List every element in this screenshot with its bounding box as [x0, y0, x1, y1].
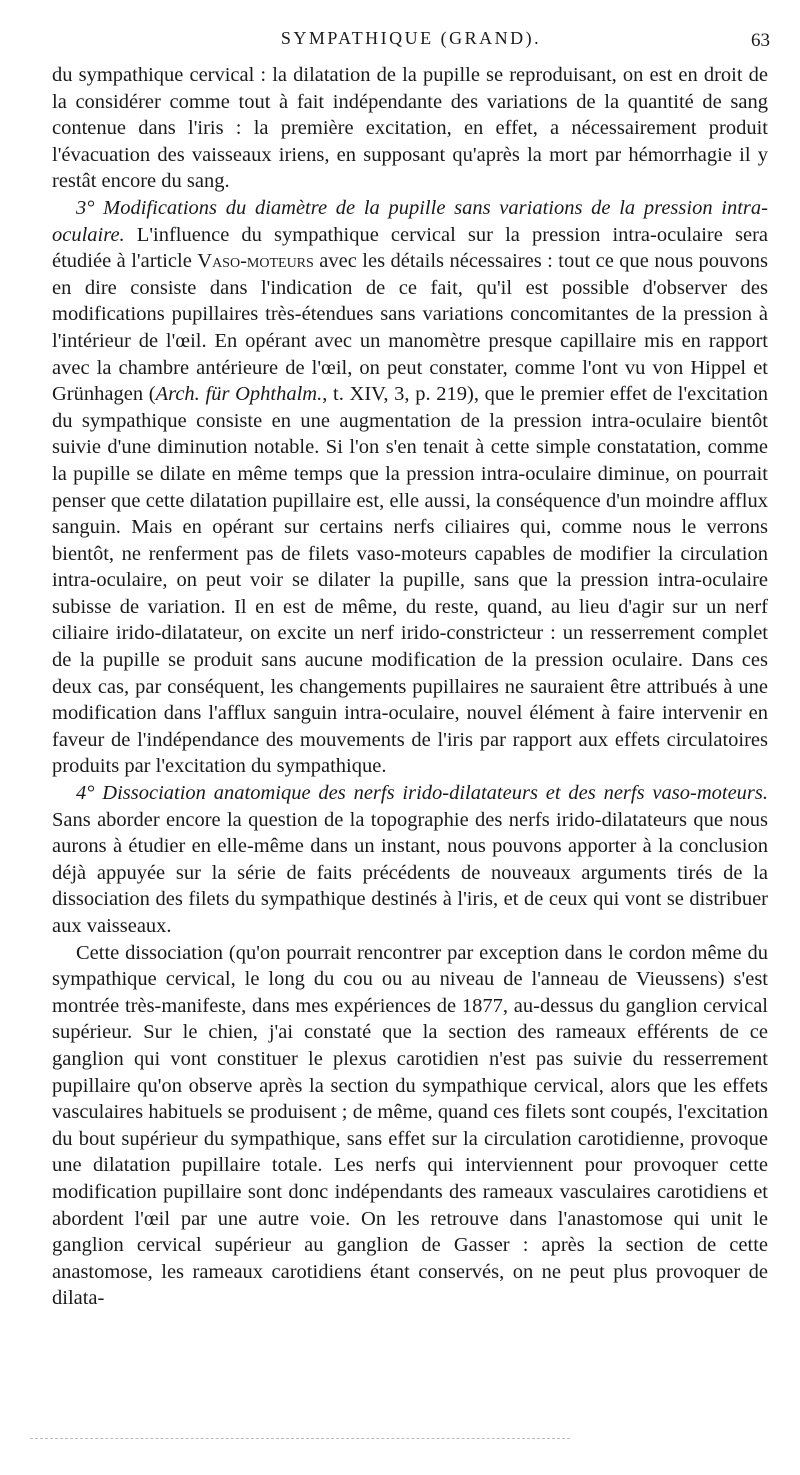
section-heading-3: 3° Modifications du diamètre de la pupille sans variations de la pression intra-oculaire. — [52, 196, 768, 246]
paragraph-2-text-a: L'influence du sympathique cervical sur la pression intra-oculaire sera étudiée à l'article — [52, 223, 768, 273]
paragraph-2-text-c: , t. XIV, 3, p. 219), que le premier effet de l'excitation du sympathique consiste en une augmentation de la pression intra-oculaire bientôt suivie d'une diminution notable. Si l'on s'en tenait à cette simple constatation, comme la pupille se dilate en même temps que la pression intra-oculaire diminue, on pourrait penser que cette dilatation pupillaire est, elle aussi, la conséquence d'un moindre afflux sanguin. Mais en opérant sur certains nerfs ciliaires qui, comme nous le verrons bientôt, ne renferment pas de filets vaso-moteurs capables de modifier la circulation intra-oculaire, on peut voir se dilater la pupille, sans que la pression intra-oculaire subisse de variation. Il en est de même, du reste, quand, au lieu d'agir sur un nerf ciliaire irido-dilatateur, on excite un nerf irido-constricteur : un resserrement complet de la pupille se produit sans aucune modification de la pression oculaire. Dans ces deux cas, par conséquent, les changements pupillaires ne sauraient être attribués à une modification dans l'afflux sanguin intra-oculaire, nouvel élément à faire intervenir en faveur de l'indépendance des mouvements de l'iris par rapport aux effets circulatoires produits par l'excitation du sympathique. — [52, 383, 768, 778]
citation-journal: Arch. für Ophthalm. — [155, 383, 323, 406]
running-title: SYMPATHIQUE (GRAND). — [280, 28, 542, 48]
running-head — [52, 28, 770, 58]
paragraph-3 — [52, 780, 768, 940]
paragraph-2 — [52, 195, 768, 780]
paragraph-2-text-b: avec les détails nécessaires : tout ce que nous pouvons en dire consiste dans l'indication de ce fait, qu'il est possible d'observer des modifications pupillaires très-étendues sans variations concomitantes de la pression à l'intérieur de l'œil. En opérant avec un manomètre presque capillaire mis en rapport avec la chambre antérieure de l'œil, on peut constater, comme l'ont vu von Hippel et Grünhagen ( — [52, 250, 768, 406]
paragraph-4: Cette dissociation (qu'on pourrait rencontrer par exception dans le cordon même du sympathique cervical, le long du cou ou au niveau de l'anneau de Vieussens) s'est montrée très-manifeste, dans mes expériences de 1877, au-dessus du ganglion cervical supérieur. Sur le chien, j'ai constaté que la section des rameaux efférents de ce ganglion qui vont constituer le plexus carotidien n'est pas suivie du resserrement pupillaire qu'on observe après la section du sympathique cervical, alors que les effets vasculaires habituels se produisent ; de même, quand ces filets sont coupés, l'excitation du bout supérieur du sympathique, sans effet sur la circulation carotidienne, provoque une dilatation pupillaire totale. Les nerfs qui interviennent pour provoquer cette modification pupillaire sont donc indépendants des rameaux vasculaires carotidiens et abordent l'œil par une autre voie. On les retrouve dans l'anastomose qui unit le ganglion cervical supérieur au ganglion de Gasser : après la section de cette anastomose, les rameaux carotidiens étant conservés, on ne peut plus provoquer de dilata- — [52, 941, 768, 1310]
paragraph-3-text: Sans aborder encore la question de la topographie des nerfs irido-dilatateurs que nous aurons à étudier en elle-même dans un instant, nous pouvons apporter à la conclusion déjà appuyée sur la série de faits précédents de nouveaux arguments tirés de la dissociation des filets du sympathique destinés à l'iris, et de ceux qui vont se distribuer aux vaisseaux. — [52, 808, 768, 937]
body-text — [52, 62, 768, 1312]
footer-rule — [30, 1438, 570, 1439]
page-number: 63 — [751, 30, 770, 51]
paragraph-1: du sympathique cervical : la dilatation de la pupille se reproduisant, on est en droit de la considérer comme tout à fait indépendante des variations de la quantité de sang contenue dans l'iris : la première excitation, en effet, a nécessairement produit l'évacuation des vaisseaux iriens, en supposant qu'après la mort par hémorrhagie il y restât encore du sang. — [52, 64, 768, 193]
section-heading-4: 4° Dissociation anatomique des nerfs irido-dilatateurs et des nerfs vaso-moteurs. — [76, 782, 768, 805]
cross-reference-vaso-moteurs: Vaso-moteurs — [197, 250, 314, 273]
